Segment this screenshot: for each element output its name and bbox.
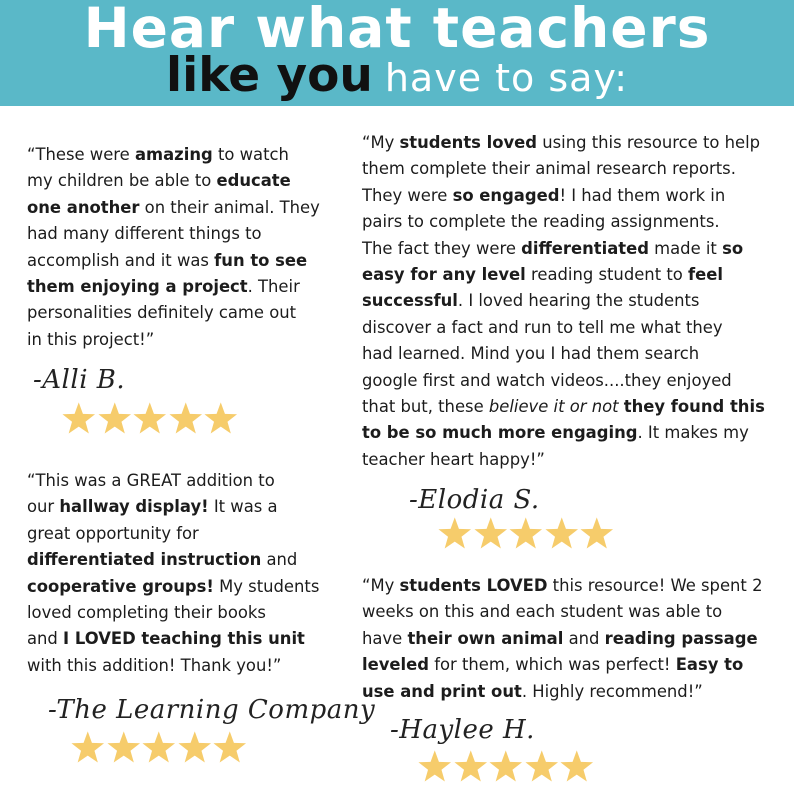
review-line [362, 236, 782, 262]
review-author: -Haylee H. [390, 715, 535, 745]
review-line [362, 447, 782, 473]
review-line [362, 420, 782, 446]
body-text: this resource! We spent 2 [547, 576, 763, 595]
review-author: -Alli B. [33, 365, 126, 395]
star-icon [168, 401, 204, 435]
star-rating [61, 401, 239, 435]
body-text: reading student to [525, 265, 688, 285]
review-line [362, 573, 782, 599]
emphasis-text: differentiated instruction [27, 550, 262, 570]
review-line [362, 599, 782, 625]
review-line [362, 130, 782, 156]
emphasis-text: cooperative groups! [27, 576, 214, 596]
review-text [27, 142, 337, 353]
review-line [27, 248, 337, 274]
star-icon [132, 401, 168, 435]
header-banner [0, 0, 794, 106]
review-line [362, 288, 782, 314]
subheadline-bold: like you [166, 48, 373, 103]
body-text: for them, which was perfect! [429, 655, 676, 675]
review-line [27, 653, 347, 679]
emphasis-text: their own animal [407, 628, 564, 648]
emphasis-text: I LOVED teaching this unit [63, 629, 305, 649]
review-line [27, 547, 347, 573]
star-icon [488, 749, 524, 783]
review-line [27, 521, 347, 547]
body-text: . It makes my [637, 423, 749, 443]
emphasis-text: successful [362, 291, 458, 311]
body-text: that but, these believe it or not [362, 397, 619, 417]
emphasis-text: to be so much more engaging [362, 423, 638, 443]
body-text: had learned. Mind you I had them search [362, 344, 700, 364]
review-line [27, 494, 347, 520]
emphasis-text: leveled [362, 655, 430, 675]
body-text: and [261, 550, 298, 570]
review-line [27, 600, 347, 626]
review-text [362, 573, 782, 705]
emphasis-text: hallway display! [59, 497, 209, 517]
body-text: had many different things to [27, 224, 262, 244]
star-rating [437, 516, 615, 550]
review-text [27, 468, 347, 679]
body-text: in this project!” [27, 329, 155, 349]
body-text: them complete their animal research reports. [362, 159, 736, 179]
star-icon [437, 516, 473, 550]
italic-text: believe it or not [488, 397, 619, 417]
review-line [27, 221, 337, 247]
star-icon [61, 401, 97, 435]
body-text: teacher heart happy!” [362, 449, 545, 469]
body-text: and [563, 628, 605, 648]
body-text: made it [648, 238, 723, 258]
review-line [27, 327, 337, 353]
body-text: using this resource to help [537, 133, 761, 152]
body-text: accomplish and it was [27, 250, 215, 270]
body-text: loved completing their books [27, 603, 266, 623]
star-icon [203, 401, 239, 435]
star-icon [106, 730, 142, 764]
emphasis-text: Easy to [675, 655, 744, 675]
body-text: It was a [208, 497, 278, 517]
body-text: “These were [27, 145, 135, 164]
body-text: weeks on this and each student was able to [362, 602, 723, 622]
body-text: my children be able to [27, 171, 217, 191]
body-text: They were [362, 185, 453, 205]
review-line [362, 652, 782, 678]
emphasis-text: one another [27, 197, 140, 217]
body-text: discover a fact and run to tell me what they [362, 317, 723, 337]
review-line [27, 168, 337, 194]
review-line [362, 626, 782, 652]
review-line [362, 262, 782, 288]
subheadline [0, 48, 794, 103]
body-text: our [27, 497, 60, 517]
body-text: pairs to complete the reading assignments. [362, 212, 720, 232]
body-text: “This was a GREAT addition to [27, 471, 275, 490]
star-icon [97, 401, 133, 435]
review-author: -Elodia S. [409, 485, 540, 515]
star-icon [473, 516, 509, 550]
body-text: My students [213, 576, 320, 596]
emphasis-text: so [722, 238, 744, 258]
review-line [362, 209, 782, 235]
body-text: have [362, 628, 408, 648]
review-line [27, 574, 347, 600]
body-text: “My [362, 576, 400, 595]
review-line [362, 679, 782, 705]
star-icon [524, 749, 560, 783]
review-line [27, 300, 337, 326]
body-text: ! I had them work in [559, 185, 726, 205]
star-icon [212, 730, 248, 764]
body-text: to watch [212, 145, 289, 164]
review-line [27, 468, 347, 494]
review-line [362, 341, 782, 367]
body-text: The fact they were [362, 238, 522, 258]
review-line [27, 274, 337, 300]
review-line [362, 368, 782, 394]
review-line [27, 195, 337, 221]
star-rating [417, 749, 595, 783]
star-icon [453, 749, 489, 783]
review-line [27, 142, 337, 168]
star-icon [579, 516, 615, 550]
emphasis-text: amazing [134, 145, 213, 164]
emphasis-text: they found this [623, 397, 765, 417]
review-line [362, 156, 782, 182]
star-icon [544, 516, 580, 550]
emphasis-text: feel [688, 265, 723, 285]
review-line [362, 315, 782, 341]
emphasis-text: students loved [399, 133, 538, 152]
review-line [362, 394, 782, 420]
emphasis-text: reading passage [604, 628, 758, 648]
review-line [362, 183, 782, 209]
star-icon [417, 749, 453, 783]
body-text: “My [362, 133, 400, 152]
star-rating [70, 730, 248, 764]
emphasis-text: use and print out [362, 681, 522, 701]
star-icon [508, 516, 544, 550]
emphasis-text: so engaged [452, 185, 560, 205]
emphasis-text: educate [216, 171, 291, 191]
subheadline-light: have to say: [384, 56, 628, 100]
star-icon [559, 749, 595, 783]
body-text: . Highly recommend!” [521, 681, 703, 701]
body-text: and [27, 629, 64, 649]
star-icon [70, 730, 106, 764]
body-text: . I loved hearing the students [457, 291, 700, 311]
emphasis-text: easy for any level [362, 265, 526, 285]
review-text [362, 130, 782, 473]
body-text: with this addition! Thank you!” [27, 655, 282, 675]
emphasis-text: differentiated [521, 238, 649, 258]
emphasis-text: students LOVED [399, 576, 548, 595]
star-icon [141, 730, 177, 764]
review-line [27, 626, 347, 652]
body-text: personalities definitely came out [27, 303, 297, 323]
headline: Hear what teachers [83, 0, 711, 60]
review-author: -The Learning Company [48, 695, 376, 725]
body-text: great opportunity for [27, 523, 199, 543]
body-text: . Their [247, 277, 300, 297]
emphasis-text: them enjoying a project [27, 277, 248, 297]
body-text: google first and watch videos....they enjoyed [362, 370, 732, 390]
emphasis-text: fun to see [214, 250, 308, 270]
star-icon [177, 730, 213, 764]
body-text: on their animal. They [139, 197, 320, 217]
